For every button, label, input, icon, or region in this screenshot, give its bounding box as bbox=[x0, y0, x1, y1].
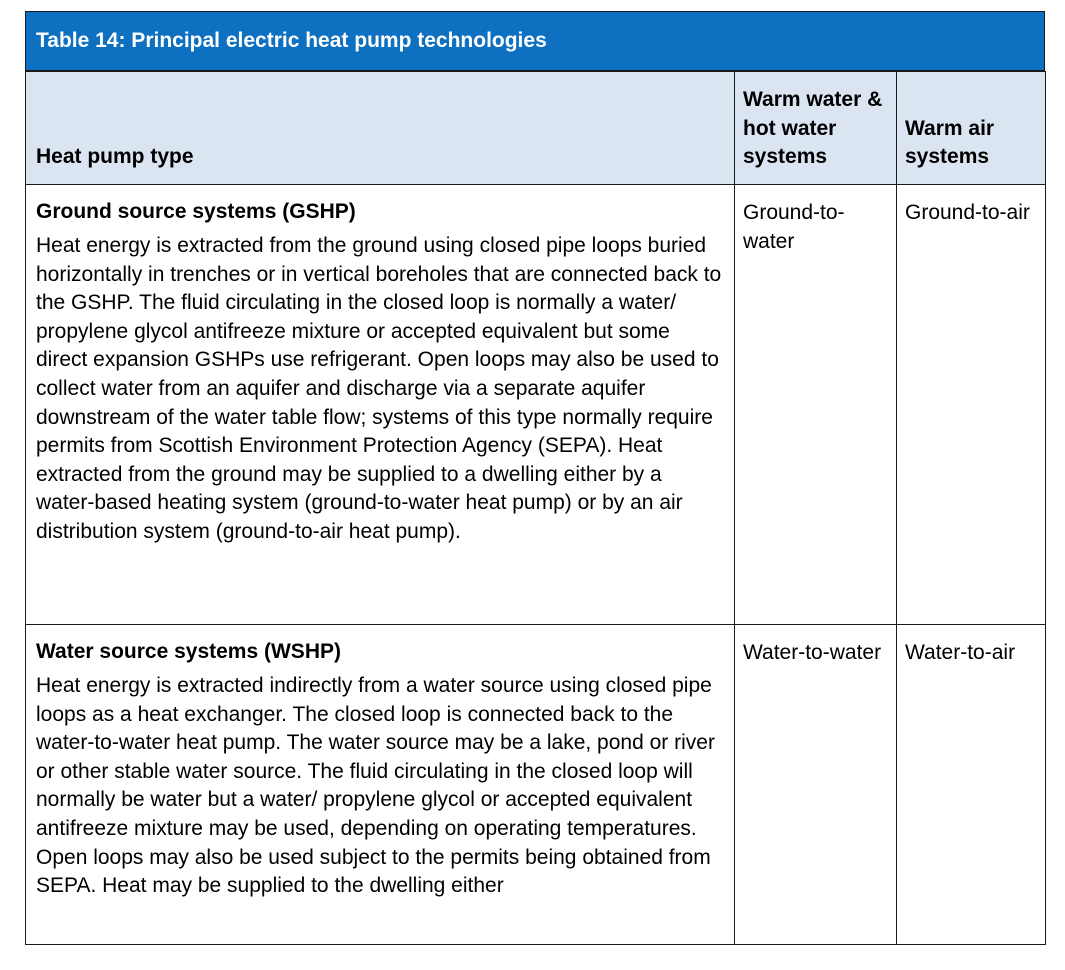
table-row bbox=[26, 185, 1046, 625]
table-grid bbox=[25, 71, 1046, 945]
row-title: Water source systems (WSHP) bbox=[36, 640, 341, 663]
header-heat-pump-type: Heat pump type bbox=[26, 72, 735, 185]
header-warm-water: Warm water & hot water systems bbox=[735, 72, 897, 185]
heat-pump-table bbox=[25, 11, 1045, 945]
row-description-cell bbox=[26, 625, 735, 945]
cell-warm-air: Ground-to-air bbox=[897, 185, 1046, 625]
row-body: Heat energy is extracted from the ground using closed pipe loops buried horizontally in trenches or in vertical boreholes that are connected back to the GSHP. The fluid circulating in the closed loop is normally a water/ propylene glycol antifreeze mixture or accepted equivalent but some direct expansion GSHPs use refrigerant. Open loops may also be used to collect water from an aquifer and discharge via a separate aquifer downstream of the water table flow; systems of this type normally require permits from Scottish Environment Protection Agency (SEPA). Heat extracted from the ground may be supplied to a dwelling either by a water-based heating system (ground-to-water heat pump) or by an air distribution system (ground-to-air heat pump). bbox=[36, 234, 722, 543]
table-row bbox=[26, 625, 1046, 945]
cell-warm-water: Water-to-water bbox=[735, 625, 897, 945]
cell-warm-air: Water-to-air bbox=[897, 625, 1046, 945]
header-warm-air: Warm air systems bbox=[897, 72, 1046, 185]
table-title: Table 14: Principal electric heat pump technologies bbox=[25, 11, 1045, 71]
table-header-row bbox=[26, 72, 1046, 185]
cell-warm-water: Ground-to-water bbox=[735, 185, 897, 625]
row-description-cell bbox=[26, 185, 735, 625]
row-body: Heat energy is extracted indirectly from a water source using closed pipe loops as a heat exchanger. The closed loop is connected back to the water-to-water heat pump. The water source may be a lake, pond or river or other stable water source. The fluid circulating in the closed loop will normally be water but a water/ propylene glycol or accepted equivalent antifreeze mixture may be used, depending on operating temperatures. Open loops may also be used subject to the permits being obtained from SEPA. Heat may be supplied to the dwelling either bbox=[36, 674, 715, 898]
row-title: Ground source systems (GSHP) bbox=[36, 200, 356, 223]
